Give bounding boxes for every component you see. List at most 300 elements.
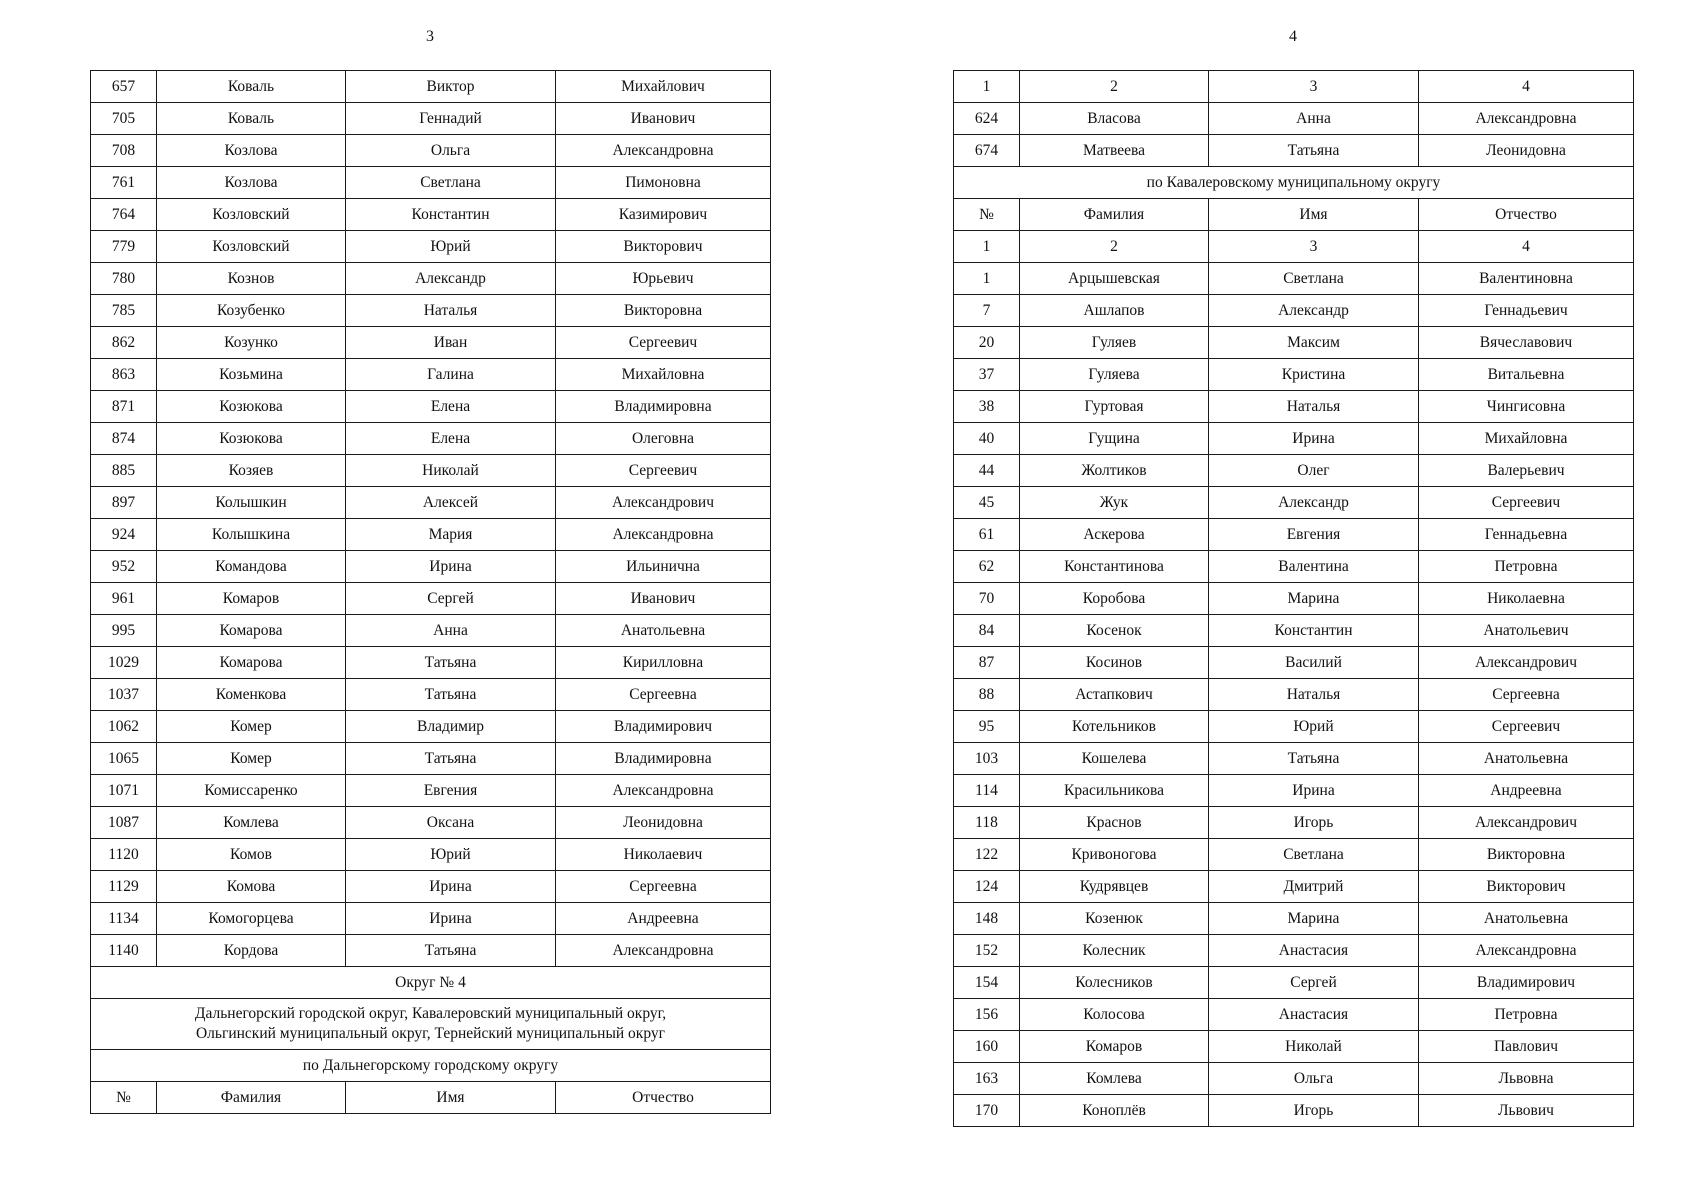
cell-patronymic: Викторовна (556, 295, 771, 327)
cell-name: Дмитрий (1209, 871, 1419, 903)
cell-patronymic: Сергеевич (556, 327, 771, 359)
cell-name: Евгения (346, 775, 556, 807)
cell-patronymic: Анатольевна (556, 615, 771, 647)
cell-number: 705 (91, 103, 157, 135)
cell-number: 952 (91, 551, 157, 583)
subsection-title: по Кавалеровскому муниципальному округу (954, 167, 1634, 199)
cell-surname: Гущина (1020, 423, 1209, 455)
cell-patronymic: Михайловна (1419, 423, 1634, 455)
table-row (91, 775, 771, 807)
column-number: 3 (1209, 231, 1419, 263)
cell-name: Татьяна (346, 743, 556, 775)
cell-surname: Гуртовая (1020, 391, 1209, 423)
cell-number: 95 (954, 711, 1020, 743)
cell-number: 674 (954, 135, 1020, 167)
cell-patronymic: Анатольевна (1419, 903, 1634, 935)
cell-patronymic: Андреевна (556, 903, 771, 935)
table-row (954, 423, 1634, 455)
cell-surname: Комаров (1020, 1031, 1209, 1063)
cell-patronymic: Геннадьевич (1419, 295, 1634, 327)
candidates-table (953, 70, 1634, 1127)
cell-name: Ирина (346, 551, 556, 583)
header-patronymic: Отчество (556, 1082, 771, 1114)
cell-patronymic: Петровна (1419, 551, 1634, 583)
cell-patronymic: Кирилловна (556, 647, 771, 679)
table-row (954, 1095, 1634, 1127)
cell-number: 37 (954, 359, 1020, 391)
cell-patronymic: Александровна (556, 519, 771, 551)
cell-surname: Козубенко (157, 295, 346, 327)
table-row (954, 103, 1634, 135)
table-row (954, 263, 1634, 295)
cell-surname: Комов (157, 839, 346, 871)
cell-name: Сергей (346, 583, 556, 615)
cell-name: Татьяна (1209, 743, 1419, 775)
cell-name: Анна (346, 615, 556, 647)
table-row (954, 583, 1634, 615)
cell-number: 40 (954, 423, 1020, 455)
cell-surname: Кошелева (1020, 743, 1209, 775)
cell-name: Елена (346, 423, 556, 455)
cell-name: Игорь (1209, 1095, 1419, 1127)
cell-surname: Козунко (157, 327, 346, 359)
cell-patronymic: Олеговна (556, 423, 771, 455)
table-row (954, 967, 1634, 999)
cell-name: Марина (1209, 583, 1419, 615)
cell-surname: Константинова (1020, 551, 1209, 583)
table-row (91, 679, 771, 711)
cell-surname: Жук (1020, 487, 1209, 519)
cell-patronymic: Вячеславович (1419, 327, 1634, 359)
cell-name: Наталья (1209, 391, 1419, 423)
column-number: 3 (1209, 71, 1419, 103)
table-row (91, 71, 771, 103)
table-row (91, 231, 771, 263)
cell-patronymic: Владимирович (556, 711, 771, 743)
table-row (954, 871, 1634, 903)
cell-patronymic: Львович (1419, 1095, 1634, 1127)
cell-name: Иван (346, 327, 556, 359)
table-row (91, 615, 771, 647)
cell-surname: Матвеева (1020, 135, 1209, 167)
cell-number: 961 (91, 583, 157, 615)
column-number: 2 (1020, 231, 1209, 263)
cell-name: Наталья (346, 295, 556, 327)
cell-number: 1062 (91, 711, 157, 743)
table-row (954, 295, 1634, 327)
cell-patronymic: Казимирович (556, 199, 771, 231)
cell-surname: Комер (157, 743, 346, 775)
cell-patronymic: Владимирович (1419, 967, 1634, 999)
cell-patronymic: Иванович (556, 583, 771, 615)
cell-number: 62 (954, 551, 1020, 583)
table-row (954, 903, 1634, 935)
table-row (954, 1031, 1634, 1063)
table-row (91, 455, 771, 487)
table-row (954, 743, 1634, 775)
cell-patronymic: Анатольевич (1419, 615, 1634, 647)
table-row (91, 647, 771, 679)
table-row (954, 615, 1634, 647)
cell-name: Олег (1209, 455, 1419, 487)
cell-patronymic: Александровна (556, 135, 771, 167)
cell-patronymic: Сергеевна (1419, 679, 1634, 711)
cell-number: 1129 (91, 871, 157, 903)
cell-surname: Кознов (157, 263, 346, 295)
column-number: 1 (954, 231, 1020, 263)
cell-name: Ирина (1209, 775, 1419, 807)
cell-name: Николай (1209, 1031, 1419, 1063)
cell-name: Наталья (1209, 679, 1419, 711)
header-surname: Фамилия (157, 1082, 346, 1114)
cell-number: 1120 (91, 839, 157, 871)
cell-surname: Красильникова (1020, 775, 1209, 807)
cell-number: 995 (91, 615, 157, 647)
table-row (954, 1063, 1634, 1095)
cell-name: Константин (1209, 615, 1419, 647)
cell-surname: Комиссаренко (157, 775, 346, 807)
column-number: 4 (1419, 231, 1634, 263)
cell-name: Юрий (346, 839, 556, 871)
cell-patronymic: Александрович (1419, 647, 1634, 679)
cell-surname: Комер (157, 711, 346, 743)
header-number: № (91, 1082, 157, 1114)
table-row (91, 263, 771, 295)
table-row (91, 839, 771, 871)
cell-patronymic: Львовна (1419, 1063, 1634, 1095)
table-row (91, 135, 771, 167)
cell-number: 160 (954, 1031, 1020, 1063)
cell-patronymic: Валентиновна (1419, 263, 1634, 295)
cell-number: 124 (954, 871, 1020, 903)
cell-number: 118 (954, 807, 1020, 839)
cell-surname: Козьмина (157, 359, 346, 391)
cell-name: Марина (1209, 903, 1419, 935)
cell-patronymic: Анатольевна (1419, 743, 1634, 775)
cell-name: Анастасия (1209, 935, 1419, 967)
cell-patronymic: Петровна (1419, 999, 1634, 1031)
cell-number: 87 (954, 647, 1020, 679)
cell-surname: Арцышевская (1020, 263, 1209, 295)
cell-surname: Колышкина (157, 519, 346, 551)
table-row (91, 807, 771, 839)
cell-surname: Коменкова (157, 679, 346, 711)
cell-number: 38 (954, 391, 1020, 423)
table-row (954, 647, 1634, 679)
cell-name: Светлана (346, 167, 556, 199)
cell-name: Владимир (346, 711, 556, 743)
cell-number: 871 (91, 391, 157, 423)
cell-name: Светлана (1209, 263, 1419, 295)
header-name: Имя (346, 1082, 556, 1114)
cell-patronymic: Юрьевич (556, 263, 771, 295)
cell-name: Юрий (346, 231, 556, 263)
cell-patronymic: Сергеевич (1419, 711, 1634, 743)
cell-surname: Жолтиков (1020, 455, 1209, 487)
cell-number: 862 (91, 327, 157, 359)
subsection-row (91, 1050, 771, 1082)
cell-surname: Козюкова (157, 423, 346, 455)
cell-surname: Козюкова (157, 391, 346, 423)
cell-name: Галина (346, 359, 556, 391)
table-row (91, 743, 771, 775)
cell-number: 45 (954, 487, 1020, 519)
cell-surname: Косинов (1020, 647, 1209, 679)
table-row (954, 519, 1634, 551)
cell-surname: Колышкин (157, 487, 346, 519)
table-row (91, 487, 771, 519)
cell-number: 924 (91, 519, 157, 551)
cell-patronymic: Сергеевна (556, 871, 771, 903)
cell-number: 152 (954, 935, 1020, 967)
table-row (91, 519, 771, 551)
right-top-body (954, 103, 1634, 167)
cell-surname: Комлева (157, 807, 346, 839)
cell-name: Александр (1209, 295, 1419, 327)
cell-number: 657 (91, 71, 157, 103)
cell-name: Виктор (346, 71, 556, 103)
cell-surname: Аскерова (1020, 519, 1209, 551)
cell-surname: Комова (157, 871, 346, 903)
table-row (91, 423, 771, 455)
cell-surname: Командова (157, 551, 346, 583)
cell-surname: Кордова (157, 935, 346, 967)
cell-surname: Козенюк (1020, 903, 1209, 935)
table-row (954, 711, 1634, 743)
cell-name: Ирина (346, 903, 556, 935)
cell-name: Ольга (1209, 1063, 1419, 1095)
table-row (954, 551, 1634, 583)
cell-name: Оксана (346, 807, 556, 839)
cell-name: Светлана (1209, 839, 1419, 871)
cell-surname: Колесников (1020, 967, 1209, 999)
table-row (954, 775, 1634, 807)
cell-patronymic: Сергеевич (556, 455, 771, 487)
cell-number: 1087 (91, 807, 157, 839)
cell-patronymic: Витальевна (1419, 359, 1634, 391)
cell-patronymic: Викторович (556, 231, 771, 263)
subsection-title: по Дальнегорскому городскому округу (91, 1050, 771, 1082)
cell-surname: Комарова (157, 615, 346, 647)
cell-name: Кристина (1209, 359, 1419, 391)
table-row (91, 935, 771, 967)
cell-patronymic: Чингисовна (1419, 391, 1634, 423)
cell-surname: Комарова (157, 647, 346, 679)
table-row (91, 359, 771, 391)
table-row (954, 327, 1634, 359)
cell-surname: Кудрявцев (1020, 871, 1209, 903)
column-number-row (954, 71, 1634, 103)
cell-name: Василий (1209, 647, 1419, 679)
cell-patronymic: Викторовна (1419, 839, 1634, 871)
cell-patronymic: Ильинична (556, 551, 771, 583)
cell-surname: Краснов (1020, 807, 1209, 839)
column-number-row (954, 231, 1634, 263)
cell-name: Елена (346, 391, 556, 423)
cell-number: 897 (91, 487, 157, 519)
district-description (91, 999, 771, 1050)
cell-name: Татьяна (346, 647, 556, 679)
cell-name: Валентина (1209, 551, 1419, 583)
cell-number: 122 (954, 839, 1020, 871)
cell-patronymic: Михайловна (556, 359, 771, 391)
cell-name: Татьяна (1209, 135, 1419, 167)
table-row (954, 679, 1634, 711)
cell-surname: Козяев (157, 455, 346, 487)
cell-surname: Колесник (1020, 935, 1209, 967)
cell-patronymic: Сергеевна (556, 679, 771, 711)
cell-patronymic: Александровна (1419, 103, 1634, 135)
cell-surname: Комогорцева (157, 903, 346, 935)
cell-patronymic: Николаевич (556, 839, 771, 871)
cell-surname: Котельников (1020, 711, 1209, 743)
cell-name: Николай (346, 455, 556, 487)
cell-surname: Кривоногова (1020, 839, 1209, 871)
cell-number: 1140 (91, 935, 157, 967)
cell-patronymic: Андреевна (1419, 775, 1634, 807)
column-number: 1 (954, 71, 1020, 103)
table-row (91, 583, 771, 615)
cell-name: Игорь (1209, 807, 1419, 839)
cell-surname: Комаров (157, 583, 346, 615)
cell-name: Юрий (1209, 711, 1419, 743)
cell-patronymic: Павлович (1419, 1031, 1634, 1063)
cell-number: 708 (91, 135, 157, 167)
cell-number: 84 (954, 615, 1020, 647)
header-surname: Фамилия (1020, 199, 1209, 231)
cell-name: Анастасия (1209, 999, 1419, 1031)
cell-name: Сергей (1209, 967, 1419, 999)
cell-surname: Козлова (157, 135, 346, 167)
cell-number: 70 (954, 583, 1020, 615)
table-row (954, 455, 1634, 487)
table-row (91, 103, 771, 135)
district-title-row (91, 967, 771, 999)
table-row (954, 935, 1634, 967)
right-table-body (954, 263, 1634, 1127)
cell-patronymic: Сергеевич (1419, 487, 1634, 519)
cell-surname: Козловский (157, 199, 346, 231)
cell-surname: Комлева (1020, 1063, 1209, 1095)
district-description-line-1: Дальнегорский городской округ, Кавалеровский муниципальный округ, (194, 1005, 667, 1022)
cell-surname: Гуляев (1020, 327, 1209, 359)
cell-surname: Коробова (1020, 583, 1209, 615)
candidates-table (90, 70, 771, 1114)
cell-name: Анна (1209, 103, 1419, 135)
cell-surname: Козловский (157, 231, 346, 263)
cell-number: 114 (954, 775, 1020, 807)
cell-name: Геннадий (346, 103, 556, 135)
cell-patronymic: Пимоновна (556, 167, 771, 199)
cell-number: 1029 (91, 647, 157, 679)
cell-number: 780 (91, 263, 157, 295)
cell-number: 1065 (91, 743, 157, 775)
cell-number: 624 (954, 103, 1020, 135)
cell-patronymic: Леонидовна (1419, 135, 1634, 167)
cell-surname: Коваль (157, 103, 346, 135)
cell-patronymic: Владимировна (556, 743, 771, 775)
cell-name: Ирина (1209, 423, 1419, 455)
table-row (91, 391, 771, 423)
cell-patronymic: Валерьевич (1419, 455, 1634, 487)
cell-number: 779 (91, 231, 157, 263)
cell-patronymic: Иванович (556, 103, 771, 135)
cell-number: 148 (954, 903, 1020, 935)
table-row (954, 391, 1634, 423)
cell-number: 88 (954, 679, 1020, 711)
cell-name: Алексей (346, 487, 556, 519)
table-row (954, 359, 1634, 391)
column-number: 2 (1020, 71, 1209, 103)
cell-name: Ирина (346, 871, 556, 903)
table-row (91, 551, 771, 583)
cell-name: Ольга (346, 135, 556, 167)
header-patronymic: Отчество (1419, 199, 1634, 231)
cell-patronymic: Александровна (556, 775, 771, 807)
cell-patronymic: Николаевна (1419, 583, 1634, 615)
table-row (91, 167, 771, 199)
cell-surname: Коноплёв (1020, 1095, 1209, 1127)
cell-number: 785 (91, 295, 157, 327)
cell-number: 7 (954, 295, 1020, 327)
cell-number: 61 (954, 519, 1020, 551)
table-row (954, 487, 1634, 519)
table-row (954, 999, 1634, 1031)
cell-name: Александр (1209, 487, 1419, 519)
header-row (91, 1082, 771, 1114)
cell-patronymic: Александрович (1419, 807, 1634, 839)
cell-patronymic: Александровна (556, 935, 771, 967)
header-number: № (954, 199, 1020, 231)
cell-number: 103 (954, 743, 1020, 775)
cell-number: 1037 (91, 679, 157, 711)
table-row (91, 903, 771, 935)
district-title: Округ № 4 (91, 967, 771, 999)
cell-number: 761 (91, 167, 157, 199)
cell-patronymic: Леонидовна (556, 807, 771, 839)
cell-number: 20 (954, 327, 1020, 359)
cell-number: 154 (954, 967, 1020, 999)
table-row (91, 871, 771, 903)
page-number: 3 (426, 28, 434, 45)
cell-surname: Гуляева (1020, 359, 1209, 391)
cell-surname: Косенок (1020, 615, 1209, 647)
cell-patronymic: Геннадьевна (1419, 519, 1634, 551)
cell-number: 764 (91, 199, 157, 231)
cell-name: Константин (346, 199, 556, 231)
cell-name: Мария (346, 519, 556, 551)
cell-surname: Козлова (157, 167, 346, 199)
cell-number: 874 (91, 423, 157, 455)
table-row (91, 711, 771, 743)
cell-surname: Ашлапов (1020, 295, 1209, 327)
column-number: 4 (1419, 71, 1634, 103)
cell-patronymic: Михайлович (556, 71, 771, 103)
header-name: Имя (1209, 199, 1419, 231)
cell-number: 156 (954, 999, 1020, 1031)
district-description-row (91, 999, 771, 1050)
subsection-row (954, 167, 1634, 199)
header-row (954, 199, 1634, 231)
cell-number: 863 (91, 359, 157, 391)
cell-number: 1 (954, 263, 1020, 295)
cell-surname: Колосова (1020, 999, 1209, 1031)
cell-number: 170 (954, 1095, 1020, 1127)
table-row (954, 807, 1634, 839)
cell-number: 1071 (91, 775, 157, 807)
page-number: 4 (1289, 28, 1297, 45)
table-row (954, 839, 1634, 871)
